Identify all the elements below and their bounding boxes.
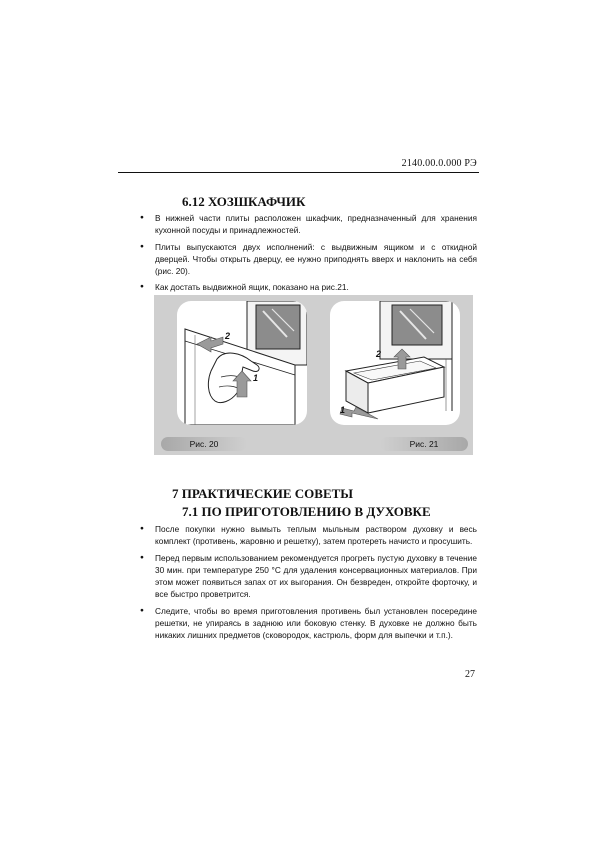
list-item: ● Следите, чтобы во время приготовления противень был установлен посередине решетки, не упираясь в заднюю или боковую стенку. В духовке не должно быть никаких лишних предметов (сковородок, кастрюль, форм для выпечки и т.п.).	[140, 605, 477, 642]
figure-20-illustration	[177, 301, 307, 425]
figure-20-label-2: 2	[225, 331, 231, 341]
header-rule	[118, 172, 479, 173]
figure-21-label-2: 2	[376, 349, 382, 359]
list-item: ● После покупки нужно вымыть теплым мыльным раствором духовку и весь комплект (противень, жаровню и решетку), затем протереть начисто и просушить.	[140, 523, 477, 548]
page-number: 27	[465, 669, 475, 680]
section-subtitle-7-1: 7.1 ПО ПРИГОТОВЛЕНИЮ В ДУХОВКЕ	[182, 504, 431, 519]
figure-21-caption: Рис. 21	[380, 437, 468, 451]
figure-20-label-1: 1	[253, 373, 259, 383]
figure-21-drawing	[330, 301, 460, 425]
list-item: ● Перед первым использованием рекомендуется прогреть пустую духовку в течение 30 мин. при температуре 250 °С для удаления консервационных материалов. При этом может появиться запах от их выгорания. Он безвреден, откройте форточку, и все быстро проветрится.	[140, 552, 477, 601]
list-item: ● Плиты выпускаются двух исполнений: с выдвижным ящиком и с откидной дверцей. Чтобы открыть дверцу, ее нужно приподнять вверх и наклонить на себя (рис. 20).	[140, 241, 477, 278]
section-title-6-12: 6.12 ХОЗШКАФЧИК	[182, 194, 306, 209]
section-6-12-bullets	[140, 212, 477, 298]
list-item: ● Как достать выдвижной ящик, показано на рис.21.	[140, 281, 477, 293]
figure-21-illustration	[330, 301, 460, 425]
figure-20-caption: Рис. 20	[161, 437, 247, 451]
list-item: ● В нижней части плиты расположен шкафчик, предназначенный для хранения кухонной посуды и принадлежностей.	[140, 212, 477, 237]
section-title-7: 7 ПРАКТИЧЕСКИЕ СОВЕТЫ	[172, 486, 354, 501]
document-code: 2140.00.0.000 РЭ	[401, 158, 477, 169]
figure-20-drawing	[177, 301, 307, 425]
section-7-1-bullets	[140, 523, 477, 646]
figure-strip	[154, 295, 473, 455]
figure-21-label-1: 1	[340, 405, 346, 415]
